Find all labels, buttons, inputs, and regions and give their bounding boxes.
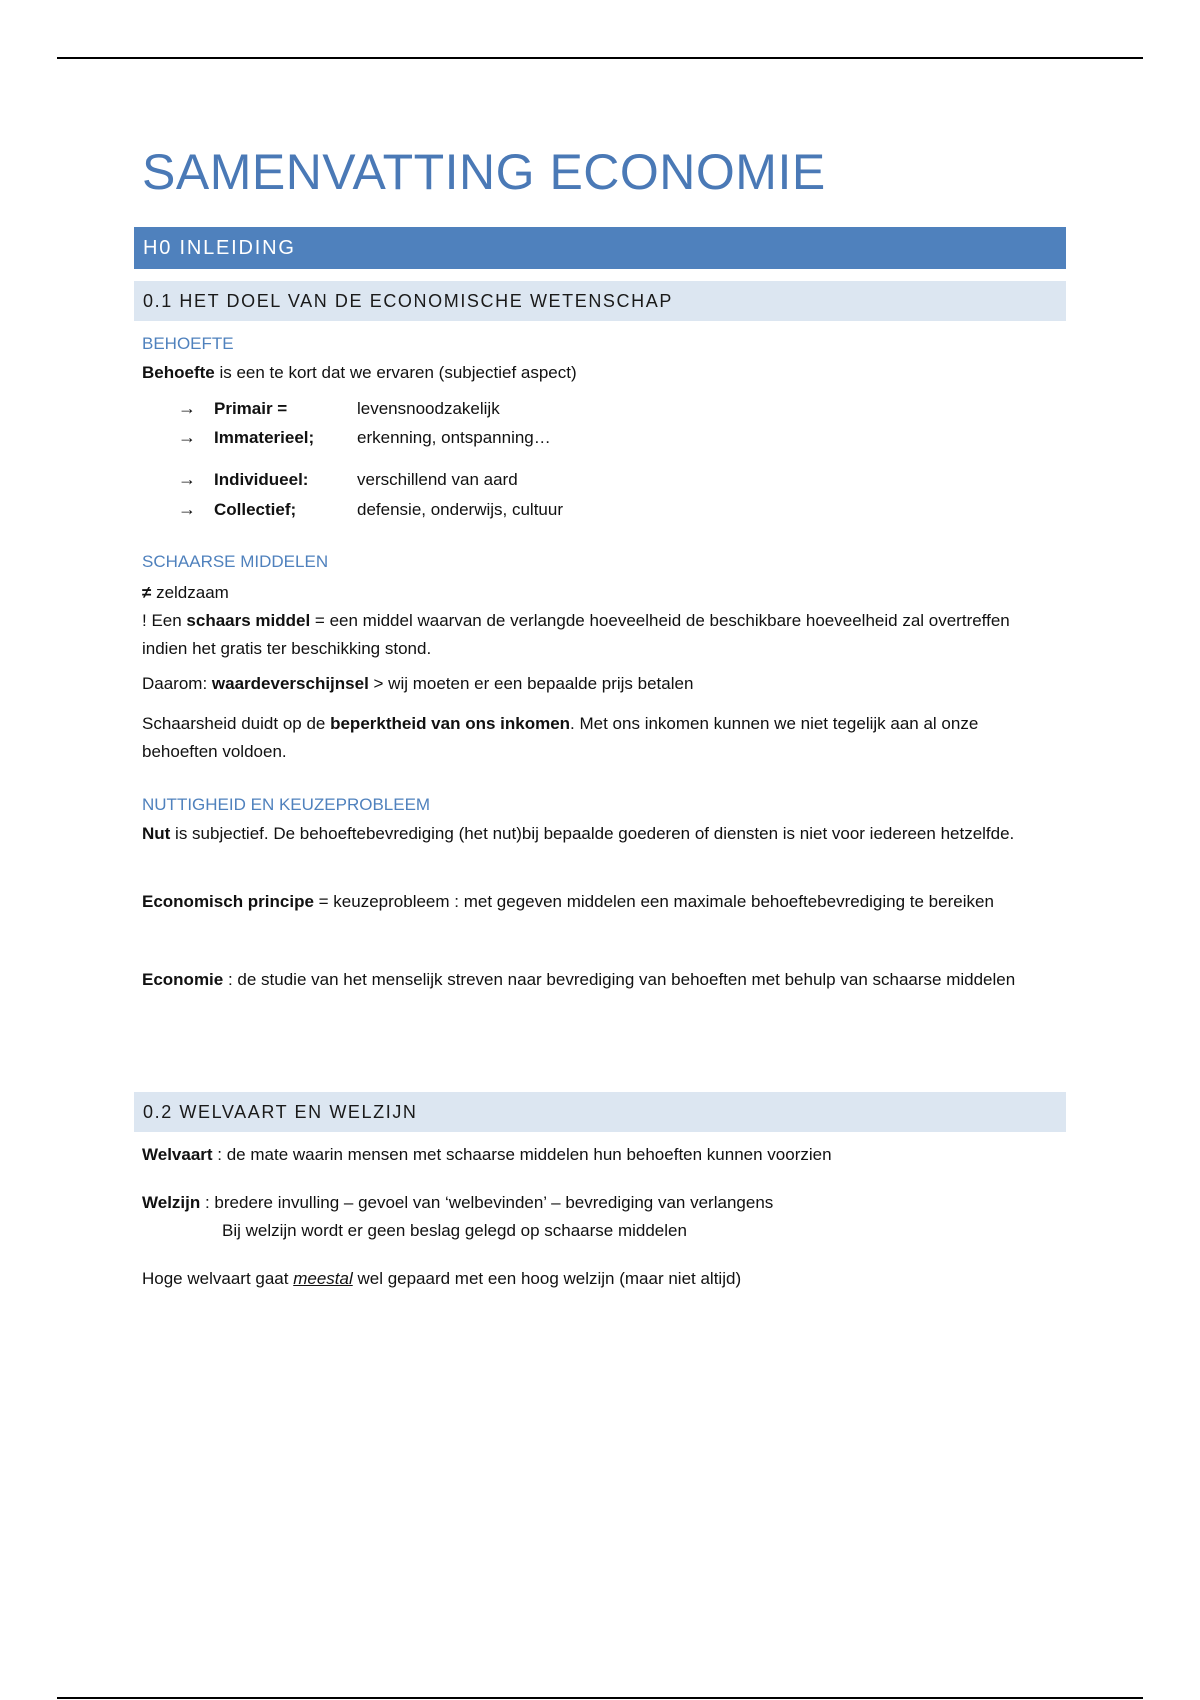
nut-paragraph — [142, 820, 1057, 848]
text: Daarom: — [142, 674, 212, 693]
arrow-icon: → — [178, 427, 196, 447]
schaars-middel-definition — [142, 607, 1057, 663]
subheading-schaarse-middelen: SCHAARSE MIDDELEN — [142, 552, 329, 571]
schaarsheid-paragraph — [142, 710, 1057, 766]
term-beperktheid: beperktheid van ons inkomen — [330, 714, 571, 733]
term-welvaart: Welvaart — [142, 1145, 213, 1164]
arrow-icon: → — [178, 499, 196, 519]
header-rule — [57, 57, 1143, 59]
welzijn-definition — [142, 1189, 1057, 1217]
list-item-desc: defensie, onderwijs, cultuur — [357, 500, 564, 519]
text: : de studie van het menselijk streven naar bevrediging van behoeften met behulp van schaarse middelen — [223, 970, 1016, 989]
hoge-welvaart-line — [142, 1265, 1057, 1293]
welzijn-line-2: Bij welzijn wordt er geen beslag gelegd op schaarse middelen — [222, 1221, 687, 1240]
text: Hoge welvaart gaat — [142, 1269, 294, 1288]
term-nut: Nut — [142, 824, 171, 843]
text: : bredere invulling – gevoel van ‘welbevinden’ – bevrediging van verlangens — [200, 1193, 774, 1212]
economisch-principe-paragraph — [142, 888, 1057, 916]
behoefte-definition — [142, 359, 1057, 387]
term-economisch-principe: Economisch principe — [142, 892, 314, 911]
list-item-term: Primair = — [214, 399, 288, 418]
term-waardeverschijnsel: waardeverschijnsel — [211, 674, 369, 693]
term-behoefte: Behoefte — [142, 363, 215, 382]
text: is subjectief. De behoeftebevrediging (het nut)bij bepaalde goederen of diensten is niet voor iedereen hetzelfde. — [170, 824, 1015, 843]
text: = keuzeprobleem : met gegeven middelen een maximale behoeftebevrediging te bereiken — [313, 892, 994, 911]
text: > wij moeten er een bepaalde prijs betalen — [368, 674, 694, 693]
economie-definition — [142, 966, 1057, 994]
term-welzijn: Welzijn — [142, 1193, 201, 1212]
chapter-heading: H0 INLEIDING — [134, 227, 1066, 269]
text: : de mate waarin mensen met schaarse middelen hun behoeften kunnen voorzien — [212, 1145, 832, 1164]
list-item-desc: erkenning, ontspanning… — [357, 428, 551, 447]
definition-text: is een te kort dat we ervaren (subjectief aspect) — [214, 363, 577, 382]
list-item-term: Individueel: — [214, 470, 309, 489]
list-item-term: Immaterieel; — [214, 428, 315, 447]
not-equal-icon: ≠ — [142, 583, 152, 602]
term-economie: Economie — [142, 970, 224, 989]
term-schaars-middel: schaars middel — [186, 611, 311, 630]
section-heading-0-1: 0.1 HET DOEL VAN DE ECONOMISCHE WETENSCHAP — [134, 281, 1066, 321]
document-title: SAMENVATTING ECONOMIE — [142, 144, 826, 200]
text: Schaarsheid duidt op de — [142, 714, 331, 733]
arrow-icon: → — [178, 398, 196, 418]
text: wel gepaard met een hoog welzijn (maar niet altijd) — [352, 1269, 742, 1288]
footer-rule — [57, 1697, 1143, 1699]
list-item-desc: verschillend van aard — [357, 470, 518, 489]
not-equal-text: zeldzaam — [151, 583, 229, 602]
text: = een middel waarvan de verlangde hoeveelheid de beschikbare hoeveelheid zal overtreffen indien het gratis ter beschikking stond. — [142, 611, 1010, 658]
not-equal-line — [142, 579, 1057, 607]
section-heading-0-2: 0.2 WELVAART EN WELZIJN — [134, 1092, 1066, 1132]
subheading-nuttigheid: NUTTIGHEID EN KEUZEPROBLEEM — [142, 795, 431, 814]
subheading-behoefte: BEHOEFTE — [142, 334, 234, 353]
text: . Met ons inkomen kunnen we niet tegelijk aan al onze behoeften voldoen. — [142, 714, 979, 761]
emphasis-meestal: meestal — [293, 1269, 353, 1288]
waardeverschijnsel-line — [142, 670, 1057, 698]
list-item-term: Collectief; — [214, 500, 297, 519]
arrow-icon: → — [178, 469, 196, 489]
welvaart-definition — [142, 1141, 1057, 1169]
list-item-desc: levensnoodzakelijk — [357, 399, 500, 418]
text: ! Een — [142, 611, 187, 630]
